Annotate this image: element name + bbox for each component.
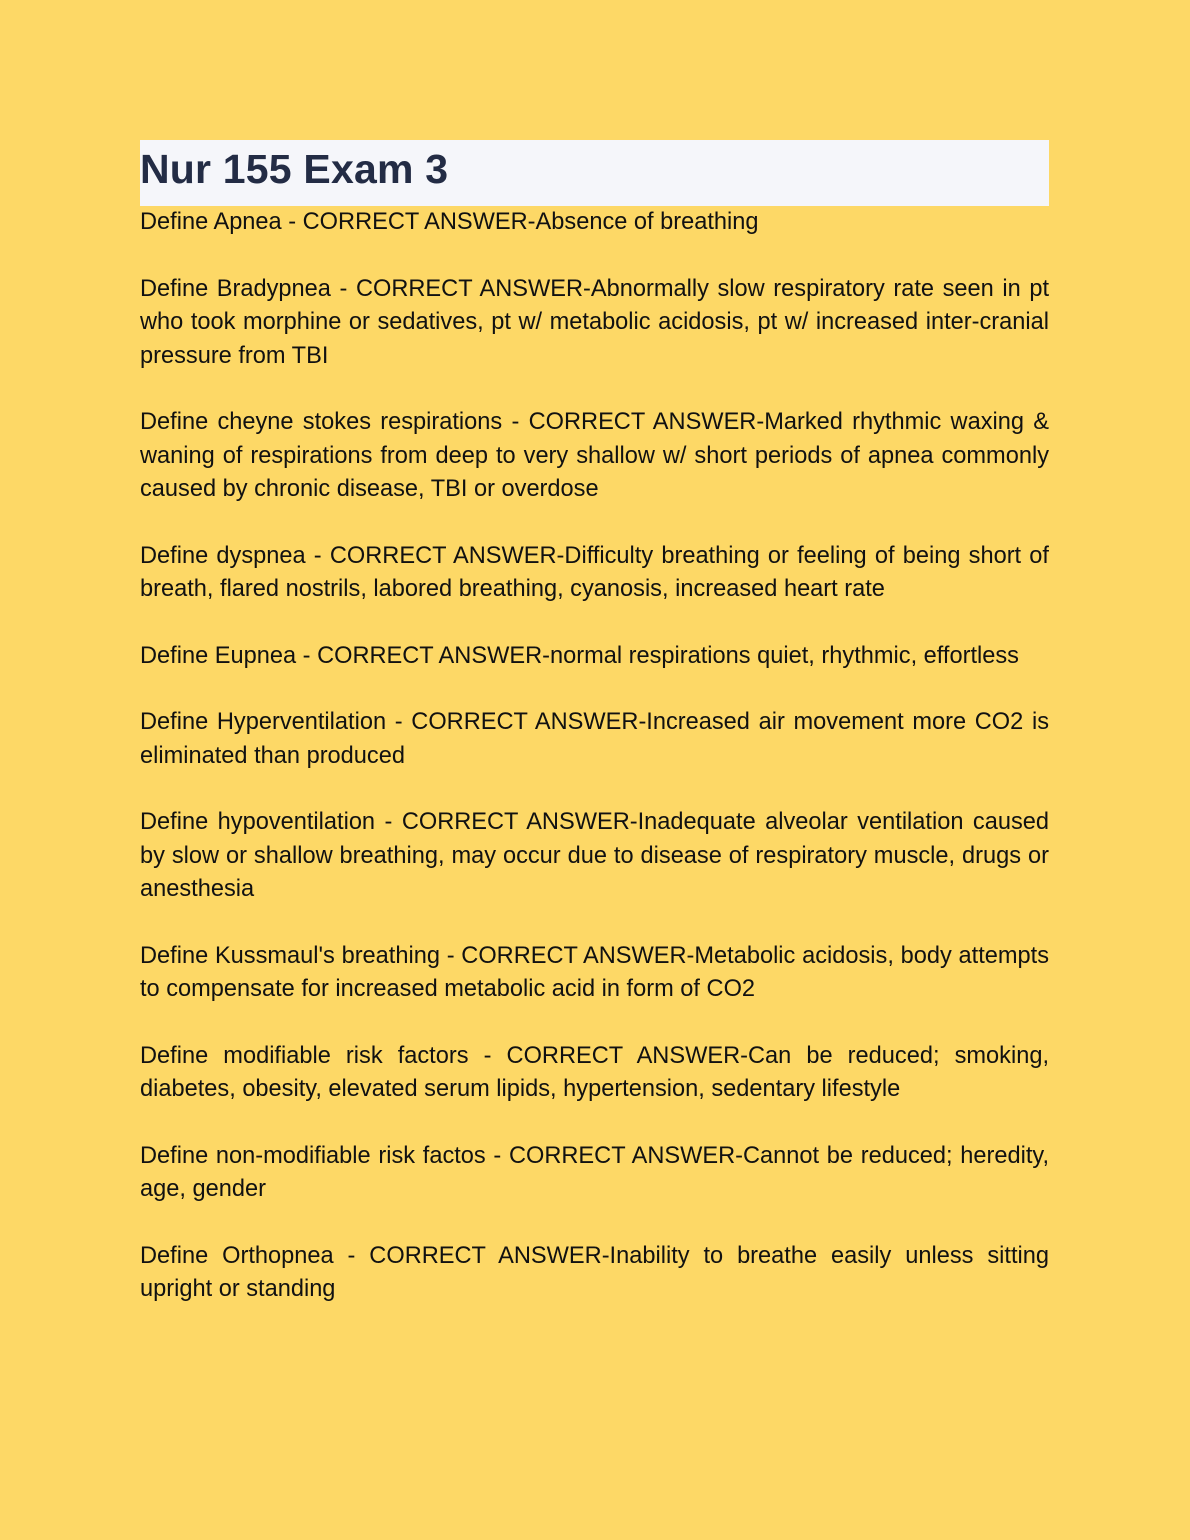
entry-apnea: Define Apnea - CORRECT ANSWER-Absence of breathing [140, 209, 759, 235]
entry-bradypnea: Define Bradypnea - CORRECT ANSWER-Abnormally slow respiratory rate seen in pt who took morphine or sedatives, pt w/ metabolic acidosis, pt w/ increased inter-cranial pressure from TBI [140, 275, 1049, 369]
title-bar [140, 140, 1049, 206]
entry-eupnea: Define Eupnea - CORRECT ANSWER-normal respirations quiet, rhythmic, effortless [140, 642, 1019, 669]
entry-cheyne-stokes: Define cheyne stokes respirations - CORRECT ANSWER-Marked rhythmic waxing & waning of respirations from deep to very shallow w/ short periods of apnea commonly caused by chronic disease, TBI or overdose [140, 409, 1049, 502]
page-title: Nur 155 Exam 3 [140, 146, 449, 192]
entry-modifiable-risk: Define modifiable risk factors - CORRECT ANSWER-Can be reduced; smoking, diabetes, obesity, elevated serum lipids, hypertension, sedentary lifestyle [140, 1042, 1049, 1102]
entry-kussmaul: Define Kussmaul's breathing - CORRECT ANSWER-Metabolic acidosis, body attempts to compensate for increased metabolic acid in form of CO2 [140, 942, 1049, 1002]
entry-hyperventilation: Define Hyperventilation - CORRECT ANSWER-Increased air movement more CO2 is eliminated than produced [140, 709, 1049, 769]
entry-non-modifiable-risk: Define non-modifiable risk factos - CORRECT ANSWER-Cannot be reduced; heredity, age, gender [140, 1142, 1049, 1202]
entry-orthopnea: Define Orthopnea - CORRECT ANSWER-Inability to breathe easily unless sitting upright or standing [140, 1242, 1049, 1302]
entry-dyspnea: Define dyspnea - CORRECT ANSWER-Difficulty breathing or feeling of being short of breath, flared nostrils, labored breathing, cyanosis, increased heart rate [140, 542, 1049, 602]
entry-list [140, 206, 1049, 1307]
document-page [140, 140, 1049, 1340]
entry-hypoventilation: Define hypoventilation - CORRECT ANSWER-Inadequate alveolar ventilation caused by slow or shallow breathing, may occur due to disease of respiratory muscle, drugs or anesthesia [140, 809, 1049, 902]
